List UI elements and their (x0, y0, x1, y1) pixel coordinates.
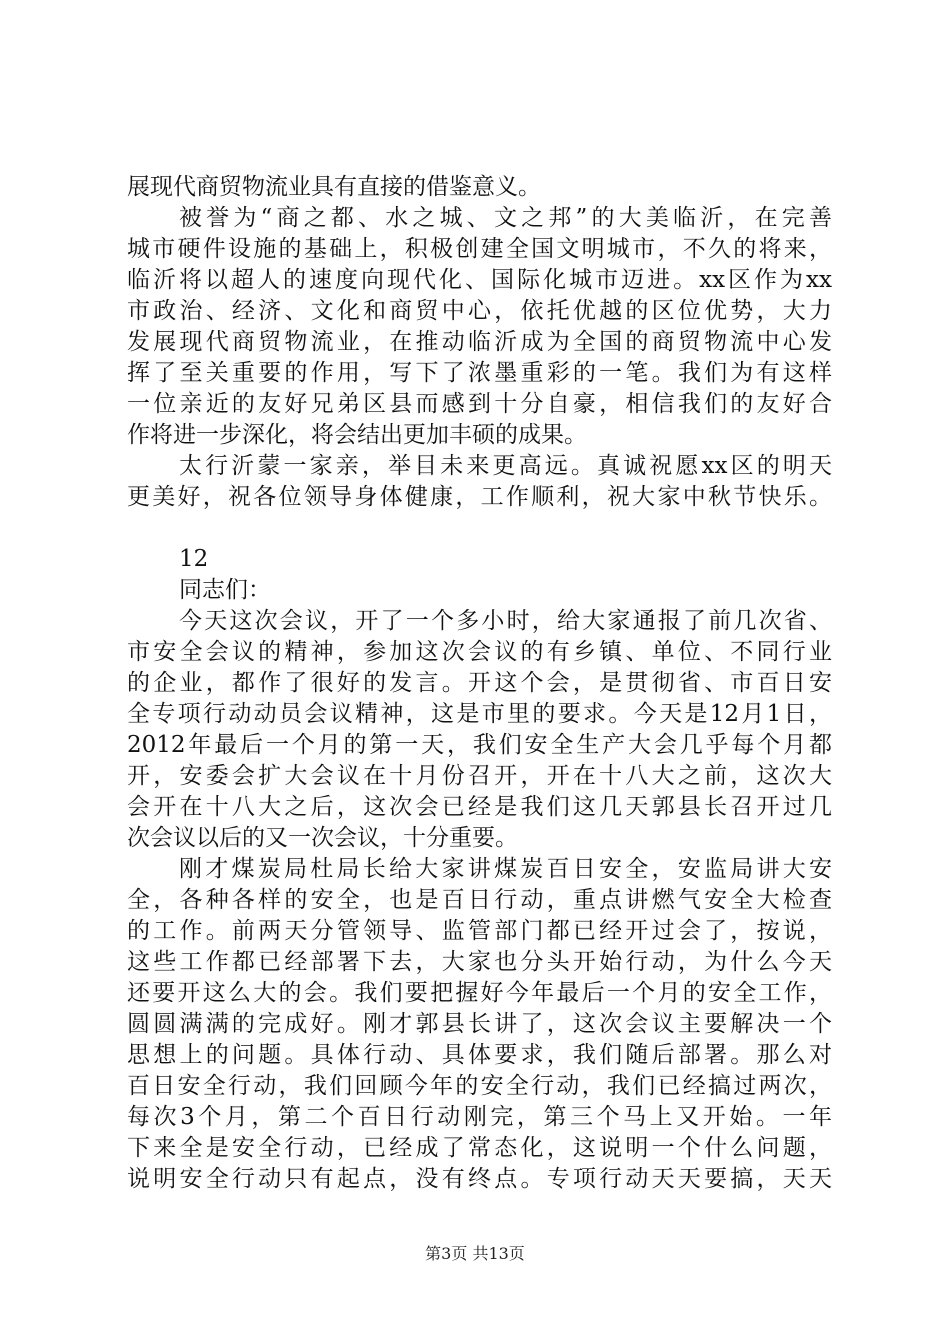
text-line: 思想上的问题。具体行动、具体要求，我们随后部署。那么对 (127, 1042, 832, 1068)
text-line: 太行沂蒙一家亲，举目未来更高远。真诚祝愿xx区的明天 (179, 453, 832, 479)
text-line: 一位亲近的友好兄弟区县而感到十分自豪，相信我们的友好合 (127, 391, 832, 417)
text-line: 作将进一步深化，将会结出更加丰硕的成果。 (127, 422, 587, 448)
text-line: 会开在十八大之后，这次会已经是我们这几天郭县长召开过几 (127, 794, 832, 820)
text-line: 这些工作都已经部署下去，大家也分头开始行动，为什么今天 (127, 949, 832, 975)
text-line: 的工作。前两天分管领导、监管部门都已经开过会了，按说， (127, 918, 832, 944)
page-number-label: 第3页 共13页 (425, 1244, 525, 1263)
text-line: 说明安全行动只有起点，没有终点。专项行动天天要搞，天天 (127, 1166, 832, 1192)
text-line: 今天这次会议，开了一个多小时，给大家通报了前几次省、 (179, 608, 832, 634)
page-footer (0, 1244, 950, 1264)
text-line: 城市硬件设施的基础上，积极创建全国文明城市，不久的将来， (127, 236, 832, 262)
text-line: 市安全会议的精神，参加这次会议的有乡镇、单位、不同行业 (127, 639, 832, 665)
salutation: 同志们： (179, 577, 271, 603)
text-line: 更美好，祝各位领导身体健康，工作顺利，祝大家中秋节快乐。 (127, 484, 832, 510)
text-line: 全专项行动动员会议精神，这是市里的要求。今天是12月1日， (127, 701, 832, 727)
text-line: 市政治、经济、文化和商贸中心，依托优越的区位优势，大力 (127, 298, 832, 324)
text-line: 开，安委会扩大会议在十月份召开，开在十八大之前，这次大 (127, 763, 832, 789)
paragraph-gap (127, 513, 832, 544)
text-line: 每次3个月，第二个百日行动刚完，第三个马上又开始。一年 (127, 1104, 832, 1130)
text-line: 被誉为“商之都、水之城、文之邦”的大美临沂，在完善 (179, 205, 832, 231)
text-line: 还要开这么大的会。我们要把握好今年最后一个月的安全工作， (127, 980, 832, 1006)
text-line: 2012年最后一个月的第一天，我们安全生产大会几乎每个月都 (127, 732, 832, 758)
text-line: 百日安全行动，我们回顾今年的安全行动，我们已经搞过两次， (127, 1073, 832, 1099)
document-body (127, 172, 832, 1195)
section-number: 12 (179, 546, 209, 572)
text-line: 下来全是安全行动，已经成了常态化，这说明一个什么问题， (127, 1135, 832, 1161)
text-line: 挥了至关重要的作用，写下了浓墨重彩的一笔。我们为有这样 (127, 360, 832, 386)
text-line: 发展现代商贸物流业，在推动临沂成为全国的商贸物流中心发 (127, 329, 832, 355)
text-line: 展现代商贸物流业具有直接的借鉴意义。 (127, 174, 541, 200)
text-line: 的企业，都作了很好的发言。开这个会，是贯彻省、市百日安 (127, 670, 832, 696)
text-line: 全，各种各样的安全，也是百日行动，重点讲燃气安全大检查 (127, 887, 832, 913)
text-line: 刚才煤炭局杜局长给大家讲煤炭百日安全，安监局讲大安 (179, 856, 832, 882)
text-line: 次会议以后的又一次会议，十分重要。 (127, 825, 518, 851)
text-line: 圆圆满满的完成好。刚才郭县长讲了，这次会议主要解决一个 (127, 1011, 832, 1037)
text-line: 临沂将以超人的速度向现代化、国际化城市迈进。xx区作为xx (127, 267, 832, 293)
